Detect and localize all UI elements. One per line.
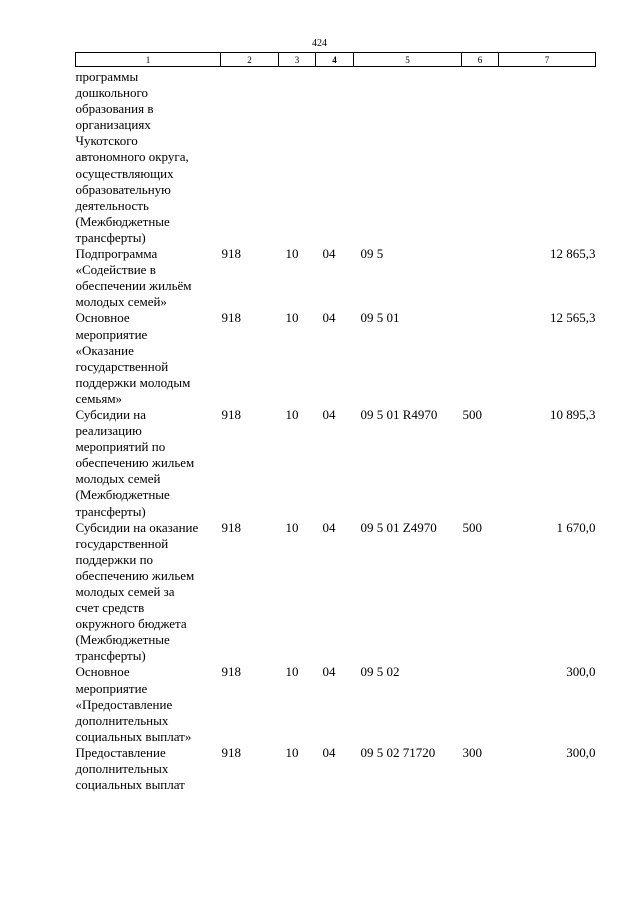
row-name-line: (Межбюджетные	[75, 632, 170, 648]
row-name-line: дополнительных	[75, 761, 169, 777]
target-article-code: 09 5 01 Z4970	[360, 519, 437, 535]
target-article-code: 09 5 01	[360, 310, 400, 326]
table-row	[76, 310, 596, 407]
row-name	[76, 310, 221, 407]
row-name-line: осуществляющих	[75, 165, 174, 181]
row-name-line: организациях	[75, 117, 151, 133]
row-name-line: образования в	[75, 101, 154, 117]
row-name-line: деятельность	[75, 197, 149, 213]
section-code: 10	[285, 664, 299, 680]
section-code: 10	[285, 246, 299, 262]
amount: 12 865,3	[550, 246, 596, 262]
row-name-line: Основное	[75, 664, 130, 680]
row-name	[76, 745, 221, 793]
row-name-line: Субсидии на	[75, 406, 147, 422]
target-article-code: 09 5 01 R4970	[360, 406, 438, 422]
row-name-line: молодых семей за	[75, 584, 175, 599]
row-name-line: дошкольного	[75, 85, 148, 101]
row-name	[76, 520, 221, 665]
row-name-line: мероприятий по	[75, 439, 166, 455]
row-name-line: мероприятие	[75, 326, 148, 342]
amount: 300,0	[566, 744, 596, 760]
header-row	[76, 53, 596, 67]
row-name-line: дополнительных	[75, 712, 169, 728]
row-name-line: мероприятие	[75, 680, 148, 696]
row-name-line: Предоставление	[75, 744, 166, 760]
subsection-code: 04	[322, 519, 336, 535]
grbs-code: 918	[221, 519, 241, 535]
table-header	[76, 53, 596, 67]
table-row	[76, 520, 596, 665]
budget-table	[75, 52, 596, 793]
subsection-code: 04	[322, 744, 336, 760]
row-name-line: «Оказание	[75, 342, 134, 358]
section-code: 10	[285, 744, 299, 760]
row-name-line: социальных выплат	[75, 777, 185, 793]
grbs-code: 918	[221, 664, 241, 680]
row-name-line: «Предоставление	[75, 696, 173, 712]
row-name-line: трансферты)	[75, 229, 146, 245]
grbs-code: 918	[221, 310, 241, 326]
table-row	[76, 745, 596, 793]
subsection-code: 04	[322, 664, 336, 680]
amount	[499, 67, 596, 247]
column-header-3: 3	[279, 53, 316, 67]
row-name-line: счет средств	[75, 600, 145, 616]
page-number: 424	[312, 38, 327, 49]
row-name-line: (Межбюджетные	[75, 213, 170, 229]
grbs-code: 918	[221, 406, 241, 422]
grbs-code: 918	[221, 744, 241, 760]
amount: 1 670,0	[556, 519, 596, 535]
row-name-line: окружного бюджета	[75, 616, 187, 632]
row-name-line: «Содействие в	[75, 262, 156, 278]
column-header-4: 4	[316, 53, 354, 67]
row-name-line: обеспечении жильём	[75, 278, 192, 294]
expense-type-code: 500	[462, 519, 482, 535]
section-code: 10	[285, 519, 299, 535]
row-name-line: трансферты)	[75, 503, 146, 519]
expense-type-code	[462, 67, 499, 247]
target-article-code: 09 5	[360, 246, 384, 262]
target-article-code: 09 5 02	[360, 664, 400, 680]
row-name	[76, 246, 221, 310]
amount: 300,0	[566, 664, 596, 680]
row-name-line: автономного округа,	[75, 149, 189, 165]
row-name-line: Подпрограмма	[75, 246, 158, 262]
row-name-line: образовательную	[75, 181, 171, 197]
row-name-line: молодых семей	[75, 471, 161, 487]
row-name	[76, 664, 221, 744]
row-name-line: Субсидии на оказание	[75, 519, 199, 535]
section-code: 10	[285, 406, 299, 422]
amount: 12 565,3	[550, 310, 596, 326]
section-code: 10	[285, 310, 299, 326]
row-name-line: семьям»	[75, 390, 123, 406]
target-article-code	[354, 67, 462, 247]
row-name-line: (Межбюджетные	[75, 487, 170, 503]
subsection-code: 04	[322, 246, 336, 262]
expense-type-code	[462, 310, 499, 407]
subsection-code: 04	[322, 406, 336, 422]
column-header-6: 6	[462, 53, 499, 67]
row-name-line: Основное	[75, 310, 130, 326]
row-name-line: государственной	[75, 535, 169, 551]
grbs-code: 918	[221, 246, 241, 262]
row-name	[76, 67, 221, 247]
column-header-5: 5	[354, 53, 462, 67]
row-name-line: поддержки по	[75, 551, 154, 567]
row-name	[76, 407, 221, 520]
target-article-code: 09 5 02 71720	[360, 744, 436, 760]
column-header-1: 1	[76, 53, 221, 67]
table-row	[76, 407, 596, 520]
grbs-code	[221, 67, 279, 247]
expense-type-code	[462, 246, 499, 310]
subsection-code: 04	[322, 310, 336, 326]
column-header-7: 7	[499, 53, 596, 67]
table-body	[76, 67, 596, 794]
row-name-line: Чукотского	[75, 133, 138, 149]
row-name-line: молодых семей»	[75, 294, 167, 310]
row-name-line: трансферты)	[75, 648, 146, 664]
amount: 10 895,3	[550, 406, 596, 422]
section-code	[279, 67, 316, 247]
expense-type-code	[462, 664, 499, 744]
row-name-line: программы	[75, 69, 139, 84]
row-name-line: государственной	[75, 358, 169, 374]
row-name-line: реализацию	[75, 423, 142, 439]
table-row	[76, 67, 596, 247]
expense-type-code: 300	[462, 744, 482, 760]
table-row	[76, 246, 596, 310]
table-row	[76, 664, 596, 744]
row-name-line: обеспечению жильем	[75, 455, 195, 471]
subsection-code	[316, 67, 354, 247]
column-header-2: 2	[221, 53, 279, 67]
row-name-line: обеспечению жильем	[75, 567, 195, 583]
row-name-line: поддержки молодым	[75, 374, 191, 390]
row-name-line: социальных выплат»	[75, 728, 192, 744]
expense-type-code: 500	[462, 406, 482, 422]
